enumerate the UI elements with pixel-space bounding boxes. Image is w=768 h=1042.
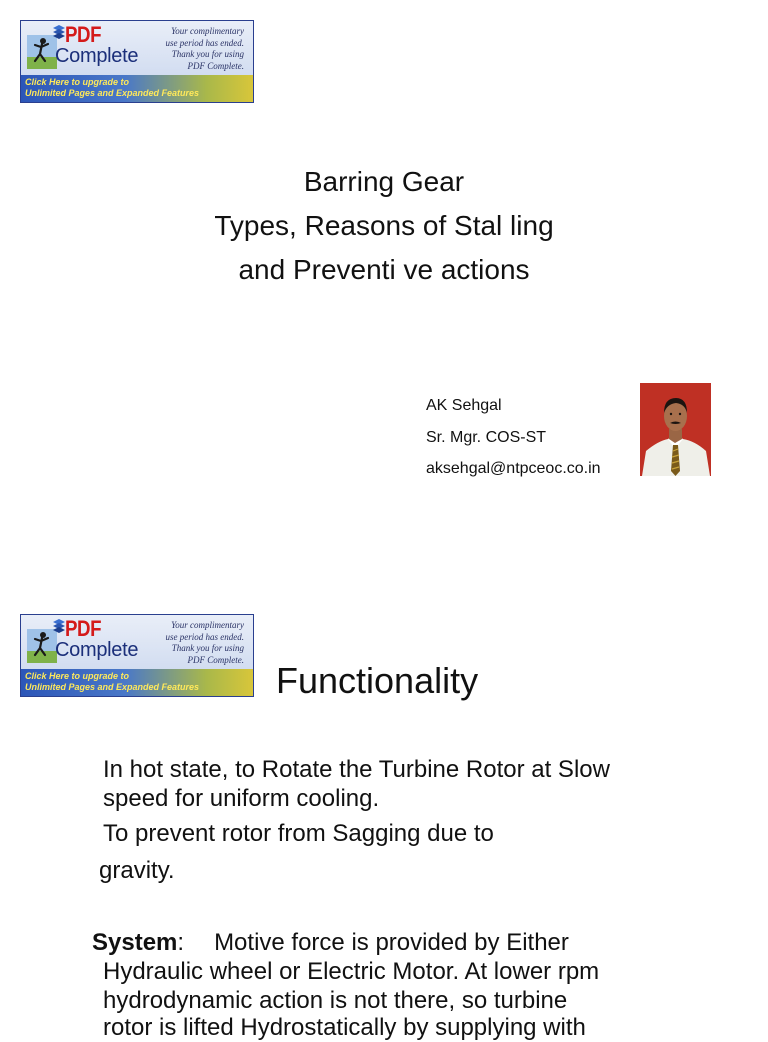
logo-pdf-text: PDF xyxy=(65,616,102,641)
author-name: AK Sehgal xyxy=(426,397,502,414)
author-photo xyxy=(640,383,711,476)
slide-title xyxy=(0,160,768,292)
upgrade-link[interactable]: Click Here to upgrade to Unlimited Pages and Expanded Features xyxy=(25,77,200,98)
logo-complete-text: Complete xyxy=(55,45,139,67)
author-designation: Sr. Mgr. COS-ST xyxy=(426,428,547,446)
title-line: and Preventi ve actions xyxy=(238,254,530,285)
system-text: Motive force is provided by Either xyxy=(214,929,569,956)
trial-notice: Your complimentary use period has ended. Thank you for using PDF Complete. xyxy=(165,26,244,71)
system-colon: : xyxy=(177,929,185,956)
section-heading: Functionality xyxy=(276,660,479,701)
logo-pdf-text: PDF xyxy=(65,22,102,47)
author-info xyxy=(426,390,601,485)
logo-complete-text: Complete xyxy=(55,639,139,661)
system-line: rotor is lifted Hydrostatically by supplying with xyxy=(103,1014,586,1041)
system-line xyxy=(92,928,569,957)
stacked-diamond-icon xyxy=(53,25,65,39)
author-email: aksehgal@ntpceoc.co.in xyxy=(426,460,601,477)
body-line: gravity. xyxy=(99,857,175,884)
system-line: Hydraulic wheel or Electric Motor. At lower rpm xyxy=(103,958,600,985)
runner-logo-icon xyxy=(27,629,57,663)
body-line: speed for uniform cooling. xyxy=(103,785,380,812)
body-line: In hot state, to Rotate the Turbine Rotor at Slow xyxy=(103,756,610,783)
upgrade-link[interactable]: Click Here to upgrade to Unlimited Pages and Expanded Features xyxy=(25,671,200,692)
stacked-diamond-icon xyxy=(53,619,65,633)
body-line: To prevent rotor from Sagging due to xyxy=(103,820,494,847)
title-line: Types, Reasons of Stal ling xyxy=(214,210,554,241)
runner-logo-icon xyxy=(27,35,57,69)
trial-notice: Your complimentary use period has ended. Thank you for using PDF Complete. xyxy=(165,620,244,665)
system-label: System xyxy=(92,929,178,956)
system-line: hydrodynamic action is not there, so turbine xyxy=(103,987,568,1014)
title-line: Barring Gear xyxy=(303,166,465,197)
pdf-complete-upgrade-banner[interactable] xyxy=(20,614,254,697)
pdf-complete-upgrade-banner[interactable] xyxy=(20,20,254,103)
